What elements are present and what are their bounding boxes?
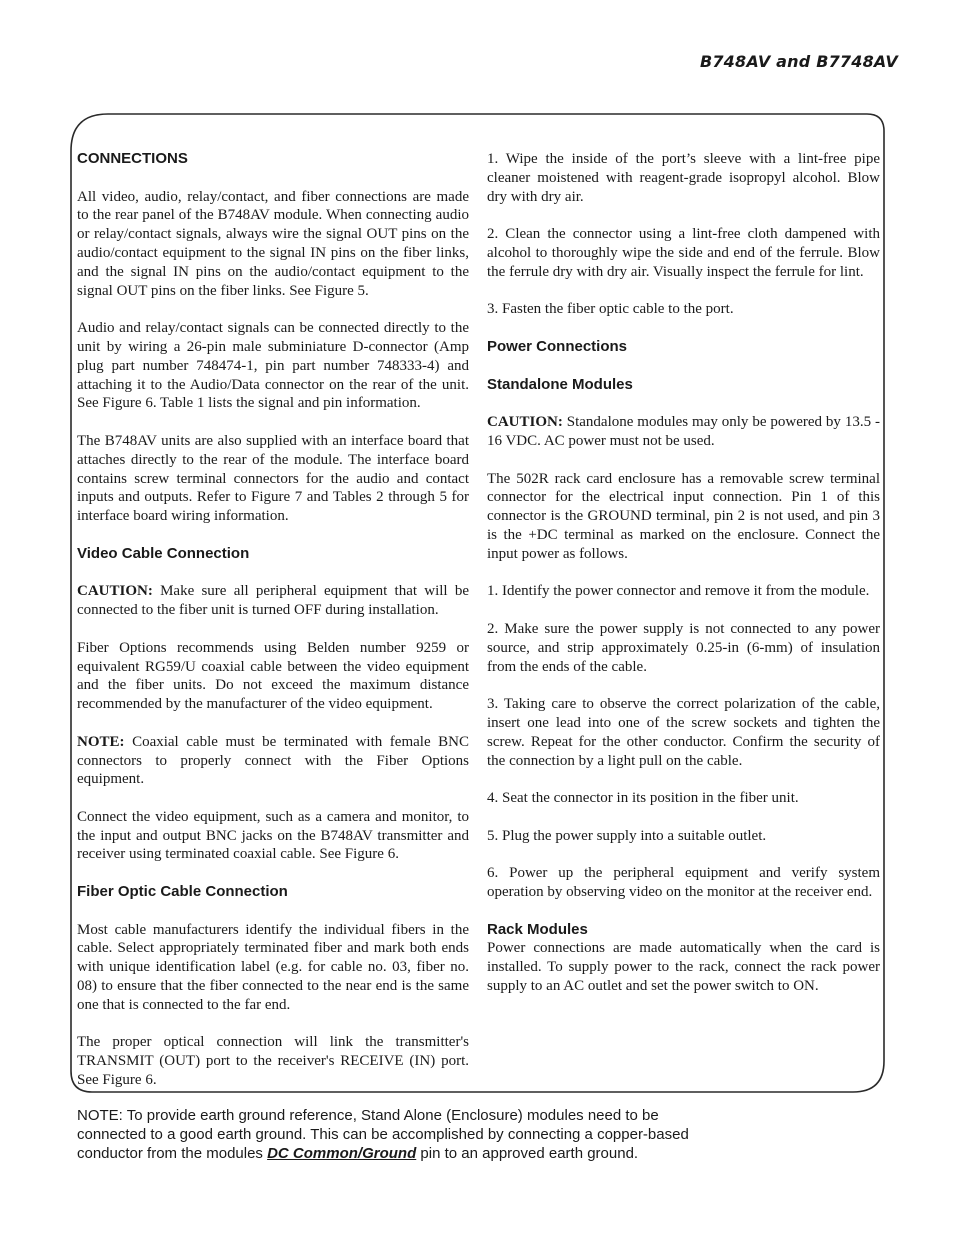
rack-paragraph: Power connections are made automatically when the card is installed. To supply power to the rack, connect the rack power supply to an AC outlet and set the power switch to ON. bbox=[487, 940, 880, 995]
rack-modules-heading: Rack Modules bbox=[487, 920, 588, 938]
power-step-6: 6. Power up the peripheral equipment and verify system operation by observing video on the monitor at the receiver end. bbox=[487, 865, 880, 901]
caution-label: CAUTION: bbox=[487, 414, 563, 431]
connections-heading: CONNECTIONS bbox=[77, 150, 188, 167]
document-header-title: B748AV and B7748AV bbox=[699, 52, 898, 71]
ground-note-end: pin to an approved earth ground. bbox=[416, 1145, 639, 1162]
ground-note-text: NOTE: To provide earth ground reference, Stand Alone (Enclosure) modules need to be connected to a good earth ground. This can be accomplished by connecting a copper-based conductor from the modules bbox=[77, 1107, 689, 1162]
caution-text: Standalone modules may only be powered by 13.5 - 16 VDC. AC power must not be used. bbox=[487, 414, 880, 449]
note-label: NOTE: bbox=[77, 733, 125, 750]
dc-common-ground-emphasis: DC Common/Ground bbox=[267, 1145, 417, 1162]
power-caution bbox=[487, 413, 880, 451]
power-connections-heading: Power Connections bbox=[487, 337, 628, 355]
fiber-step-3: 3. Fasten the fiber optic cable to the port. bbox=[487, 301, 734, 318]
standalone-modules-heading: Standalone Modules bbox=[487, 375, 633, 393]
video-note bbox=[77, 733, 469, 789]
power-step-3: 3. Taking care to observe the correct polarization of the cable, insert one lead into one of the screw sockets and tighten the screw. Repeat for the other conductor. Confirm the security of the connection by a light pull on the cable. bbox=[487, 696, 880, 769]
enclosure-paragraph: The 502R rack card enclosure has a removable screw terminal connector for the electrical input connection. Pin 1 of this connector is the GROUND terminal, pin 2 is not used, and pin 3 is the +DC terminal as marked on the enclosure. Connect the input power as follows. bbox=[487, 470, 880, 562]
caution-label: CAUTION: bbox=[77, 583, 153, 600]
power-step-4: 4. Seat the connector in its position in the fiber unit. bbox=[487, 790, 799, 807]
video-cable-heading: Video Cable Connection bbox=[77, 544, 250, 562]
video-paragraph-cable: Fiber Options recommends using Belden number 9259 or equivalent RG59/U coaxial cable between the video equipment and the fiber units. Do not exceed the maximum distance recommended by the manufacturer of the video equipment. bbox=[77, 639, 469, 713]
left-column bbox=[77, 150, 469, 1090]
note-text: Coaxial cable must be terminated with female BNC connectors to properly connect with the Fiber Options equipment. bbox=[77, 733, 469, 788]
fiber-paragraph-1: Most cable manufacturers identify the individual fibers in the cable. Select appropriately terminated fiber and mark both ends with unique identification label (e.g. for cable no. 03, fiber no. 08) to ensure that the fiber connected to the near end is the same one that is connected to the far end. bbox=[77, 921, 469, 1013]
fiber-paragraph-2: The proper optical connection will link the transmitter's TRANSMIT (OUT) port to the receiver's RECEIVE (IN) port. See Figure 6. bbox=[77, 1034, 469, 1089]
power-step-1: 1. Identify the power connector and remove it from the module. bbox=[487, 583, 870, 600]
caution-text: Make sure all peripheral equipment that will be connected to the fiber unit is turned OFF during installation. bbox=[77, 583, 469, 619]
video-paragraph-connect: Connect the video equipment, such as a camera and monitor, to the input and output BNC jacks on the B748AV transmitter and receiver using terminated coaxial cable. See Figure 6. bbox=[77, 808, 469, 863]
power-step-2: 2. Make sure the power supply is not connected to any power source, and strip approximately 0.25-in (6-mm) of insulation from the ends of the cable. bbox=[487, 620, 880, 675]
connections-paragraph-2: Audio and relay/contact signals can be connected directly to the unit by wiring a 26-pin male subminiature D-connector (Amp plug part number 748474-1, pin part number 748333-4) and attaching it to the Audio/Data connector on the rear of the unit. See Figure 6. Table 1 lists the signal and pin information. bbox=[77, 320, 469, 412]
power-step-5: 5. Plug the power supply into a suitable outlet. bbox=[487, 827, 767, 844]
video-caution bbox=[77, 582, 469, 620]
connections-paragraph-1: All video, audio, relay/contact, and fiber connections are made to the rear panel of the B748AV module. When connecting audio or relay/contact signals, always wire the signal OUT pins on the audio/contact equipment to the signal IN pins on the fiber links, and the signal IN pins on the audio/contact equipment to the signal OUT pins on the fiber links. See Figure 5. bbox=[77, 188, 469, 299]
connections-paragraph-3: The B748AV units are also supplied with an interface board that attaches directly to the rear of the module. The interface board contains screw terminal connectors for the audio and contact inputs and outputs. Refer to Figure 7 and Tables 2 through 5 for interface board wiring information. bbox=[77, 432, 469, 525]
fiber-optic-heading: Fiber Optic Cable Connection bbox=[77, 883, 288, 901]
fiber-step-2: 2. Clean the connector using a lint-free cloth dampened with alcohol to thoroughly wipe the side and end of the ferrule. Blow the ferrule dry with dry air. Visually inspect the ferrule for lint. bbox=[487, 226, 880, 280]
fiber-step-1: 1. Wipe the inside of the port’s sleeve with a lint-free pipe cleaner moistened with reagent-grade isopropyl alcohol. Blow dry with dry air. bbox=[487, 151, 880, 205]
right-column bbox=[487, 150, 880, 1015]
ground-note bbox=[77, 1106, 697, 1163]
